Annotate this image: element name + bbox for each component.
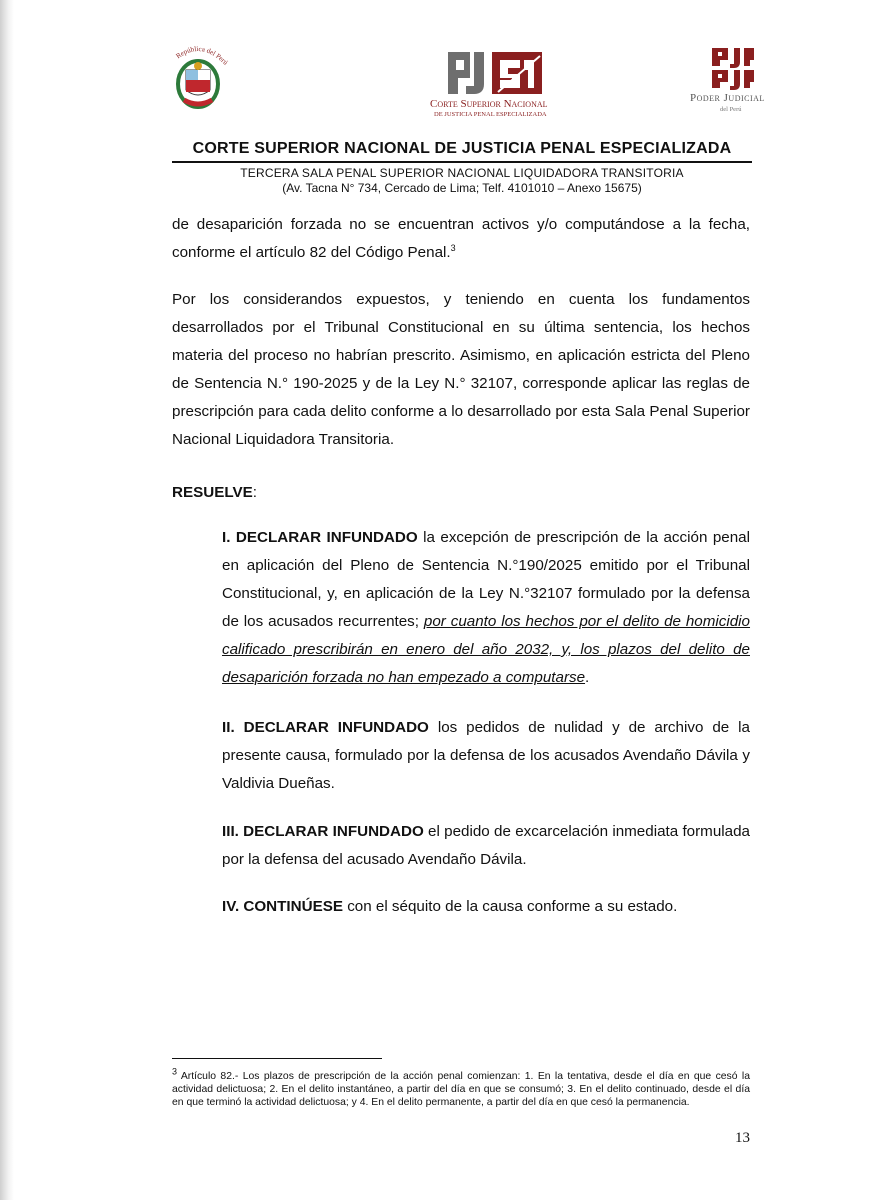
resolution-item-3 — [222, 818, 750, 874]
resolution-item-4 — [222, 893, 750, 921]
considerandos-paragraph — [172, 286, 750, 454]
csnjpe-title: Corte Superior Nacional — [430, 98, 548, 110]
svg-text:República del Perú — [175, 45, 230, 67]
header-divider — [172, 161, 752, 163]
item-1-end: . — [585, 669, 590, 686]
paragraph-1-text: de desaparición forzada no se encuentran activos y/o computándose a la fecha, conforme el artículo 82 del Código Penal. — [172, 216, 750, 261]
footnote-text: Artículo 82.- Los plazos de prescripción de la acción penal comienzan: 1. En la tentativa, desde el día en que cesó la actividad delictuosa; 2. En el delito instantáneo, a partir del día en que se consumó; 3. En el delito continuado, desde el día en que terminó la actividad delictuosa; y 4. En el delito permanente, a partir del día en que cesó la permanencia. — [172, 1071, 750, 1108]
item-3-bold: III. DECLARAR INFUNDADO — [222, 823, 424, 840]
csnjpe-logo — [430, 48, 570, 118]
resuelve-label: RESUELVE — [172, 484, 253, 501]
court-title: CORTE SUPERIOR NACIONAL DE JUSTICIA PENAL ESPECIALIZADA — [192, 140, 732, 157]
footnote-ref: 3 — [450, 242, 456, 253]
item-2-bold: II. DECLARAR INFUNDADO — [222, 719, 429, 736]
resuelve-heading — [172, 479, 750, 507]
item-3-text: el pedido de excarcelación inmediata formulada por la defensa del acusado Avendaño Dávila. — [222, 823, 750, 868]
csnjpe-subtitle: DE JUSTICIA PENAL ESPECIALIZADA — [434, 111, 547, 118]
page-number: 13 — [735, 1130, 750, 1146]
item-2-text: los pedidos de nulidad y de archivo de la presente causa, formulado por la defensa de los acusados Avendaño Dávila y Valdivia Dueñas. — [222, 719, 750, 792]
item-1-bold: I. DECLARAR INFUNDADO — [222, 529, 418, 546]
peru-coat-of-arms-logo — [166, 42, 230, 114]
resuelve-colon: : — [252, 484, 257, 501]
item-1-underlined: por cuanto los hechos por el delito de homicidio calificado prescribirán en enero del año 2032, y, los plazos del delito de desaparición forzada no han empezado a computarse — [222, 613, 751, 686]
document-header — [172, 140, 752, 195]
resolution-item-2 — [222, 714, 750, 798]
poder-judicial-title: Poder Judicial — [690, 92, 765, 104]
item-1-text: la excepción de prescripción de la acción penal en aplicación del Pleno de Sentencia N.°190/2025 emitido por el Tribunal Constitucional, y, en aplicación de la Ley N.°32107 formulado por la defensa de los acusados recurrentes; — [222, 529, 750, 630]
footnote — [172, 1066, 750, 1109]
coat-arc-text: República del Perú — [174, 44, 230, 67]
logo-bar — [0, 40, 878, 120]
footnote-number: 3 — [172, 1066, 178, 1077]
court-address: (Av. Tacna N° 734, Cercado de Lima; Telf. 4101010 – Anexo 15675) — [282, 181, 642, 195]
paragraph-2-text: Por los considerandos expuestos, y teniendo en cuenta los fundamentos desarrollados por el Tribunal Constitucional en su última sentencia, los hechos materia del proceso no habrían prescrito. Asimismo, en aplicación estricta del Pleno de Sentencia N.° 190-2025 y de la Ley N.° 32107, corresponde aplicar las reglas de prescripción para cada delito conforme a lo desarrollado por esta Sala Penal Superior Nacional Liquidadora Transitoria. — [172, 291, 750, 448]
page-edge-shadow — [0, 0, 14, 1200]
poder-judicial-subtitle: del Perú — [720, 106, 742, 113]
chamber-subtitle: TERCERA SALA PENAL SUPERIOR NACIONAL LIQUIDADORA TRANSITORIA — [240, 166, 684, 180]
paragraph-continuation — [172, 211, 750, 267]
poder-judicial-logo — [690, 46, 780, 120]
footnote-divider — [172, 1058, 382, 1059]
item-4-bold: IV. CONTINÚESE — [222, 898, 343, 915]
resolution-item-1 — [222, 524, 750, 692]
item-4-text: con el séquito de la causa conforme a su estado. — [342, 898, 678, 915]
